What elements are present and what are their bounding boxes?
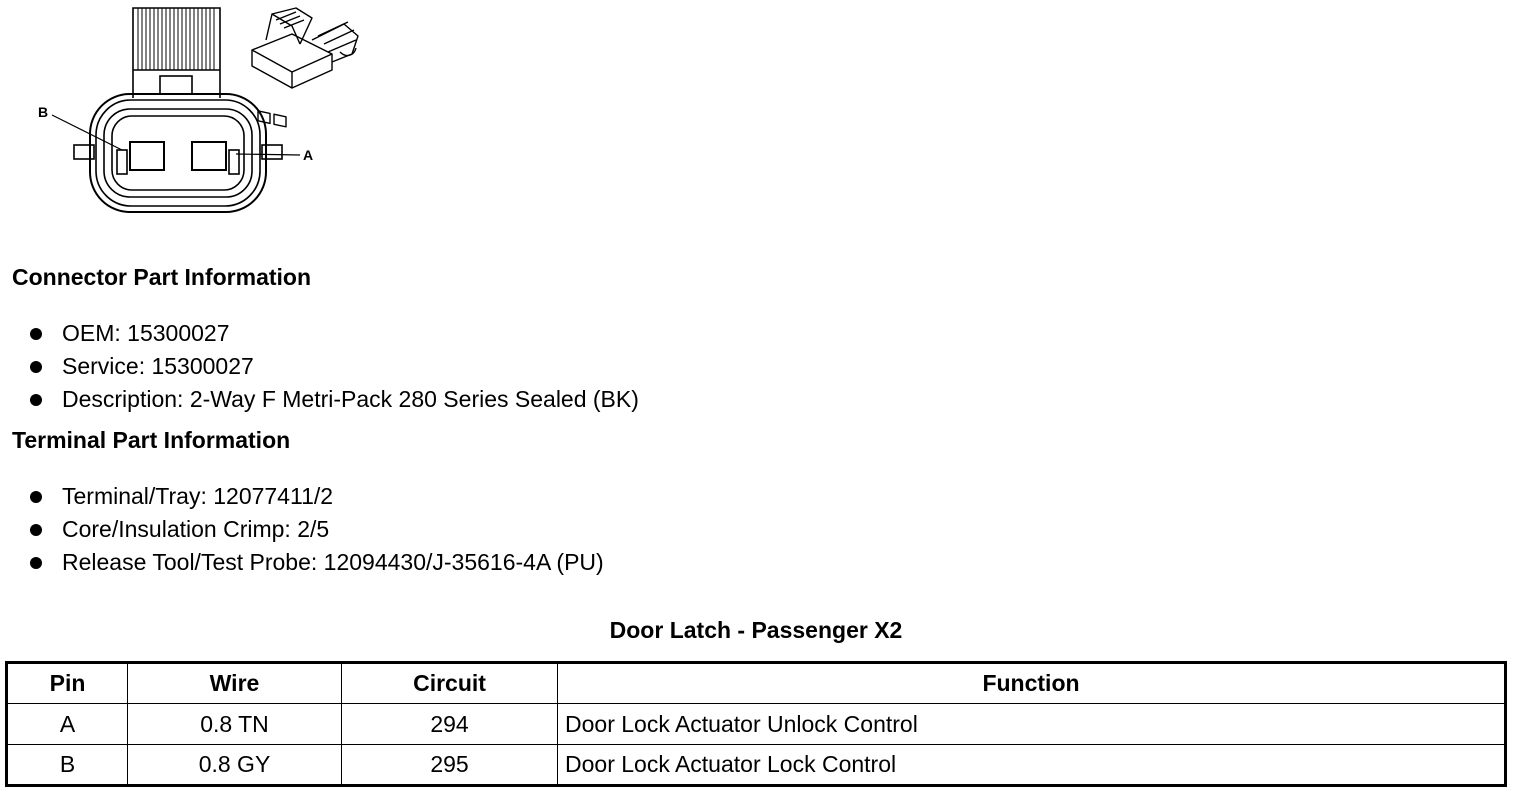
pin-table [5,661,1507,787]
label-a-leader [236,154,300,155]
cell-wire: 0.8 TN [128,704,342,745]
bullet-icon [30,557,42,569]
cavity-b [130,142,164,170]
header-wire: Wire [128,663,342,704]
list-item [28,350,639,383]
table-title: Door Latch - Passenger X2 [609,617,903,643]
connector-isometric-view [252,8,358,127]
list-item-text: Terminal/Tray: 12077411/2 [62,483,334,509]
list-item [28,317,639,350]
terminal-part-info-heading: Terminal Part Information [12,427,291,453]
cell-circuit: 294 [342,704,558,745]
bullet-icon [30,394,42,406]
bullet-icon [30,524,42,536]
cell-circuit: 295 [342,745,558,786]
table-header-row [7,663,1506,704]
list-item-text: Core/Insulation Crimp: 2/5 [62,516,330,542]
table-row [7,704,1506,745]
list-item-text: Description: 2-Way F Metri-Pack 280 Series Sealed (BK) [62,386,639,412]
list-item-text: OEM: 15300027 [62,320,230,346]
connector-part-info-heading: Connector Part Information [12,264,312,290]
cell-function: Door Lock Actuator Lock Control [558,745,1506,786]
header-circuit: Circuit [342,663,558,704]
bullet-icon [30,328,42,340]
list-item [28,546,604,579]
list-item-text: Release Tool/Test Probe: 12094430/J-35616-4A (PU) [62,549,604,575]
bullet-icon [30,361,42,373]
header-pin: Pin [7,663,128,704]
cell-function: Door Lock Actuator Unlock Control [558,704,1506,745]
table-row [7,745,1506,786]
label-a: A [303,147,314,163]
connector-diagram [0,0,380,230]
terminal-part-info-list [28,480,604,579]
list-item [28,480,604,513]
bullet-icon [30,491,42,503]
cavity-a [192,142,226,170]
cell-wire: 0.8 GY [128,745,342,786]
cell-pin: A [7,704,128,745]
list-item-text: Service: 15300027 [62,353,254,379]
cell-pin: B [7,745,128,786]
list-item [28,513,604,546]
label-b: B [38,104,49,120]
header-function: Function [558,663,1506,704]
connector-part-info-list [28,317,639,416]
list-item [28,383,639,416]
